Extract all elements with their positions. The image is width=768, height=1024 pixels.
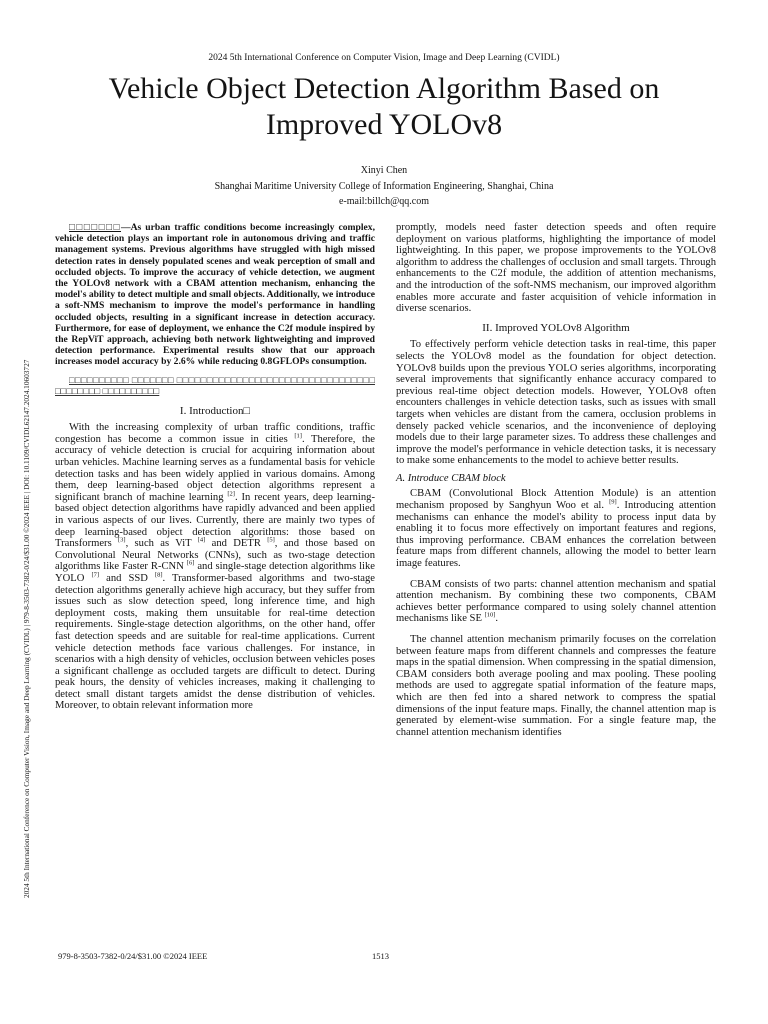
cbam-paragraph-2 <box>396 579 716 625</box>
cbam-text-2: . Introducing attention mechanisms can enhance the model's ability to process input data by enabling it to focus more effectively on important features and regions, thus improving performance. CBAM enhances the correlation between feature maps from different channels, allowing the model to better learn image features. <box>396 500 716 570</box>
citation-8: [8] <box>154 571 163 579</box>
citation-3: [3] <box>118 536 126 544</box>
author-name: Xinyi Chen <box>360 165 408 176</box>
citation-10: [10] <box>484 611 496 619</box>
intro-text-6: , and those based on Convolutional Neural Networks (CNNs), such as two-stage detection algorithms like Faster R-CNN <box>55 538 375 573</box>
footer-isbn: 979-8-3503-7382-0/24/$31.00 ©2024 IEEE <box>58 951 208 961</box>
abstract <box>55 222 375 368</box>
doi-sidebar <box>12 128 31 898</box>
author-email: e-mail:billch@qq.com <box>338 196 430 207</box>
citation-6: [6] <box>186 559 195 567</box>
paper-title <box>60 71 708 143</box>
abstract-text: —As urban traffic conditions become increasingly complex, vehicle detection plays an important role in autonomous driving and traffic management systems. Previous algorithms have struggled with high missed detection rates in densely populated scenes and weak perception of small and occluded objects. To improve the accuracy of vehicle detection, we augment the YOLOv8 network with a CBAM attention mechanism, enhancing the model's ability to detect multiple and small objects. Additionally, we introduce a soft-NMS mechanism to improve the model's performance in handling occluded objects, resulting in a significant increase in detection accuracy. Furthermore, for ease of deployment, we enhance the C2f module inspired by the RepViT approach, achieving both network lightweighting and improved detection performance. Experimental results show that our approach increases model accuracy by 2.6% while reducing 0.8GFLOPs consumption. <box>55 222 375 368</box>
intro-text-4: , such as ViT <box>125 538 198 550</box>
page-number: 1513 <box>372 951 389 961</box>
paper-title-line-2: Improved YOLOv8 <box>265 108 503 141</box>
intro-text-3: . In recent years, deep learning-based object detection algorithms have rapidly advanced and been applied in various aspects of our lives. Currently, there are mainly two types of deep learning-based object detection algorithms: those based on Transformers <box>55 491 375 550</box>
right-column <box>396 222 716 738</box>
author-affiliation: Shanghai Maritime University College of Information Engineering, Shanghai, China <box>214 181 554 192</box>
intro-text-5: and DETR <box>205 538 268 550</box>
intro-continuation: promptly, models need faster detection speeds and often require deployment on various platforms, highlighting the importance of model lightweighting. In this paper, we propose improvements to the YOLOv8 algorithm to address the challenges of occlusion and small targets. Through enhancements to the C2f module, the addition of attention mechanisms, and the introduction of the soft-NMS mechanism, our improved algorithm enables more accurate and faster acquisition of vehicle information in diverse scenarios. <box>396 222 716 315</box>
cbam-text-1: CBAM (Convolutional Block Attention Module) is an attention mechanism proposed by Sanghyun Woo et al. <box>396 488 716 512</box>
cbam-paragraph-1 <box>396 488 716 569</box>
section-2-paragraph: To effectively perform vehicle detection tasks in real-time, this paper selects the YOLOv8 model as the foundation for object detection. YOLOv8 builds upon the previous YOLO series algorithms, incorporating several improvements that significantly enhance accuracy compared to previous real-time object detection models. However, YOLOv8 often encounters challenges in vehicle detection tasks, such as issues with small targets when vehicles are distant from the camera, occlusion problems in densely packed vehicle scenarios, and the inconvenience of deploying models due to their large parameter sizes. To address these challenges and improve the model's performance in vehicle detection tasks, it is necessary to make some enhancements to the model to achieve better results. <box>396 339 716 467</box>
intro-text-9: . Transformer-based algorithms and two-stage detection algorithms generally achieve high accuracy, but they suffer from issues such as slow detection speed, long inference time, and high deployment costs, making them unsuitable for real-time detection requirements. Single-stage detection algorithms, on the other hand, offer fast detection speeds and are suitable for real-time applications. Current vehicle detection methods face various challenges. For instance, in scenarios with a high density of vehicles, occlusion between vehicles poses a significant challenge as occluded targets are difficult to detect. During peak hours, the density of vehicles increases, making it challenging to detect small distant targets amidst the dense distribution of vehicles. Moreover, to obtain relevant information more <box>55 572 375 712</box>
citation-5: [5] <box>267 536 275 544</box>
citation-9: [9] <box>609 498 617 506</box>
intro-text-8: and SSD <box>99 572 155 584</box>
intro-paragraph <box>55 422 375 712</box>
cbam-paragraph-3: The channel attention mechanism primarily focuses on the correlation between feature maps from different channels and compresses the feature maps in the spatial dimension. When compressing in the spatial dimension, CBAM considers both average pooling and max pooling. These pooling methods are used to aggregate spatial information of the feature maps, which are then fed into a shared network to compress the spatial dimensions of the input feature maps. Finally, the channel attention map is generated by element-wise summation. For a single feature map, the channel attention mechanism identifies <box>396 634 716 738</box>
intro-text-2: . Therefore, the accuracy of vehicle detection is crucial for acquiring information about urban vehicles. Machine learning serves as a fundamental basis for vehicle detection tasks and has been widely applied in various domains. Among them, deep learning-based object detection algorithms represent a significant branch of machine learning <box>55 433 375 503</box>
keywords: □□□□□□□□□□ □□□□□□□ □□□□□□□□□□□□□□□□□□□□□□□□□□□□□□□□□ □□□□□□□□ □□□□□□□□□□ <box>55 375 375 397</box>
intro-text-1: With the increasing complexity of urban traffic conditions, traffic congestion has become a common issue in cities <box>55 422 375 445</box>
doi-sidebar-text: 2024 5th International Conference on Computer Vision, Image and Deep Learning (CVIDL) | 979-8-3503-7382-0/24/$31.00 ©2024 IEEE | DOI: 10.1109/CVIDL62147.2024.10603727 <box>22 359 31 898</box>
paper-title-line-1: Vehicle Object Detection Algorithm Based on <box>108 72 660 105</box>
section-1-heading: I. Introduction□ <box>179 404 251 417</box>
citation-2: [2] <box>227 490 235 498</box>
left-column <box>55 222 375 712</box>
citation-1: [1] <box>294 432 302 440</box>
abstract-marker: □□□□□□□ <box>69 222 121 233</box>
citation-7: [7] <box>91 571 100 579</box>
cbam-text-3: CBAM consists of two parts: channel attention mechanism and spatial attention mechanism. By combining these two components, CBAM achieves better performance compared to using solely channel attention mechanisms like SE <box>396 578 716 625</box>
subsection-a-heading: A. Introduce CBAM block <box>396 472 506 484</box>
intro-text-7: and single-stage detection algorithms like YOLO <box>55 561 375 584</box>
section-2-heading: II. Improved YOLOv8 Algorithm <box>482 321 630 334</box>
conference-header: 2024 5th International Conference on Computer Vision, Image and Deep Learning (CVIDL) <box>208 53 560 63</box>
citation-4: [4] <box>197 536 206 544</box>
cbam-text-4: . <box>495 613 499 625</box>
